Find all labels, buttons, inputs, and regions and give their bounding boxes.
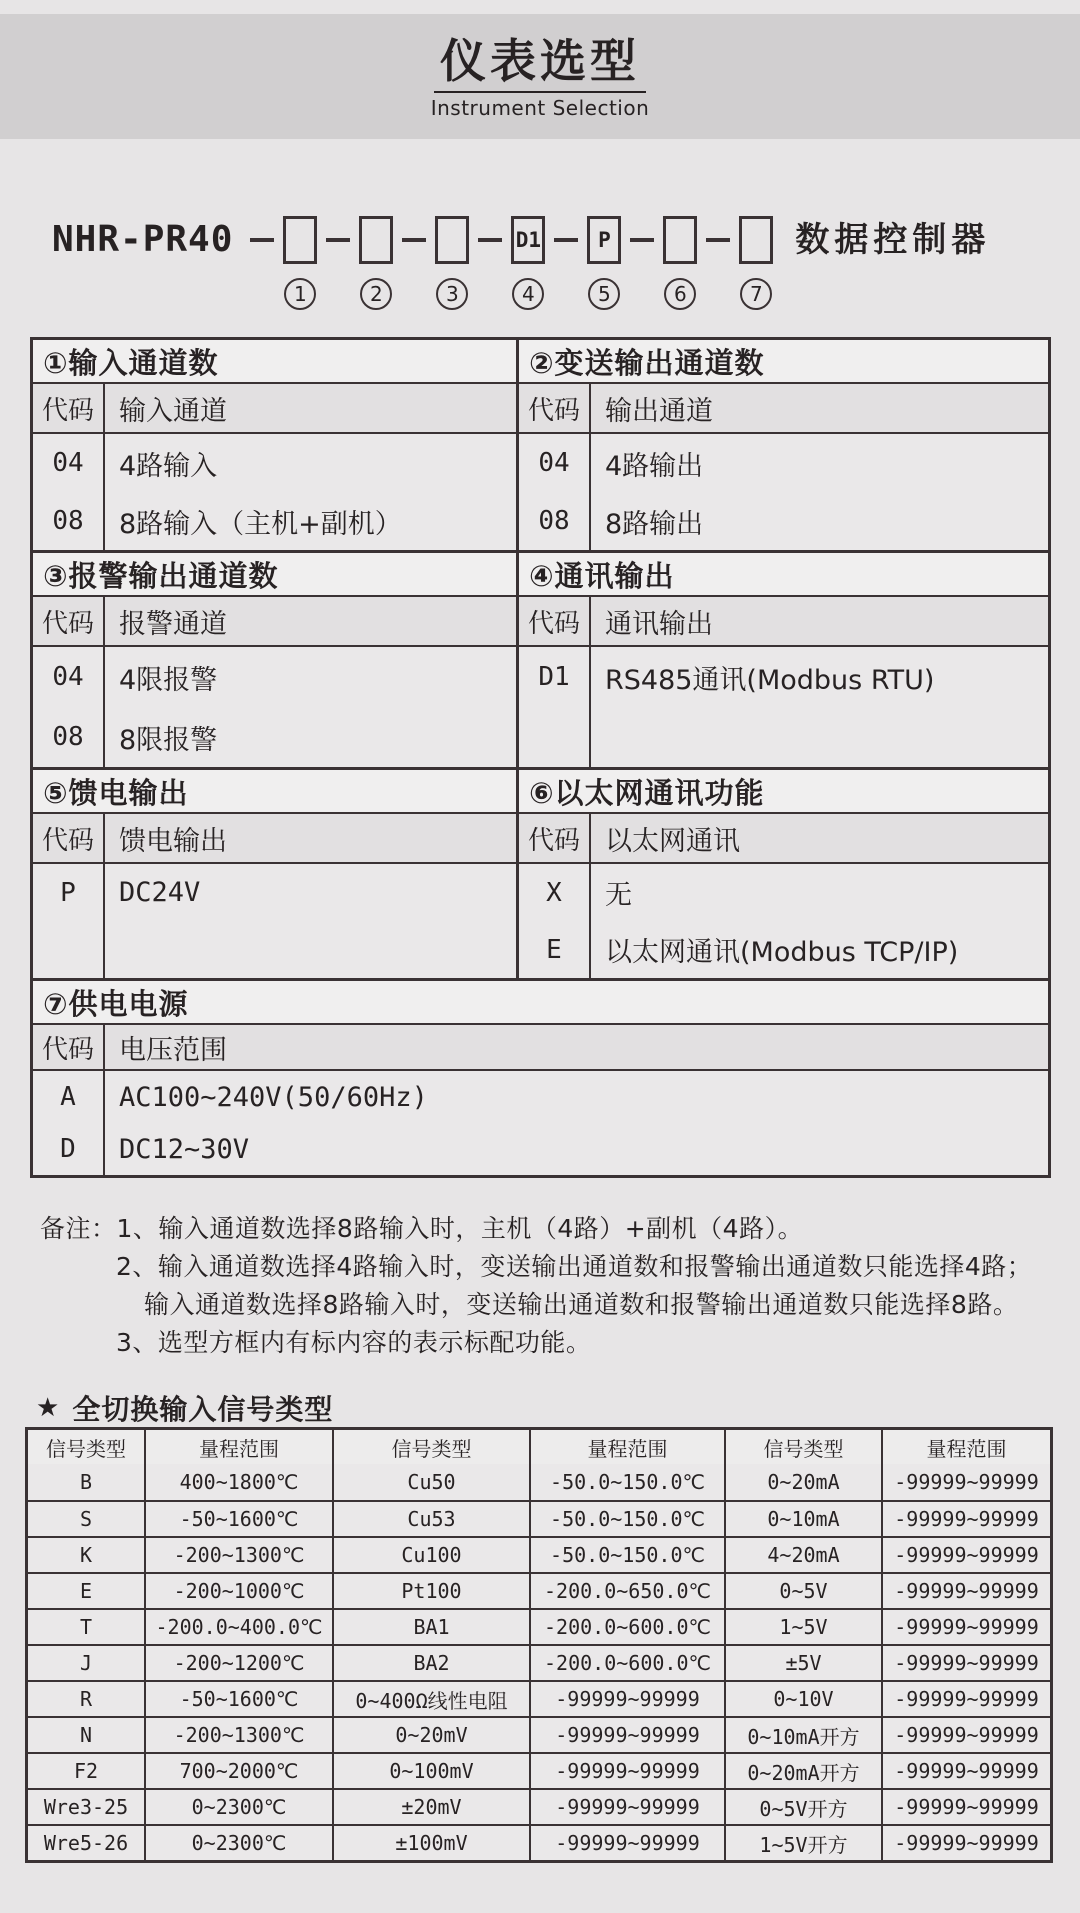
section-column-header bbox=[33, 814, 516, 864]
desc-header: 输入通道 bbox=[119, 395, 227, 427]
code-header: 代码 bbox=[33, 1025, 105, 1069]
model-box-5: P bbox=[587, 216, 621, 264]
signal-cell: Cu50 bbox=[334, 1464, 531, 1500]
desc-cell: 4限报警 bbox=[119, 664, 218, 696]
model-index-2: 2 bbox=[360, 278, 392, 310]
signal-cell: -99999~99999 bbox=[894, 1831, 1039, 1855]
signal-cell: B bbox=[28, 1464, 146, 1500]
signal-row bbox=[28, 1572, 1050, 1608]
code-cell: D1 bbox=[538, 662, 570, 692]
dash-icon bbox=[630, 238, 654, 242]
signal-cell: -50~1600℃ bbox=[146, 1502, 334, 1536]
dash-icon bbox=[250, 238, 274, 242]
section-alarm-output-channels bbox=[33, 553, 519, 767]
code-cell: 04 bbox=[538, 448, 570, 478]
desc-cell: DC24V bbox=[119, 877, 201, 908]
signal-cell: Cu53 bbox=[334, 1502, 531, 1536]
signal-cell: ±5V bbox=[726, 1646, 883, 1680]
signal-header-cell: 量程范围 bbox=[531, 1430, 726, 1464]
note-line: 3、选型方框内有标内容的表示标配功能。 bbox=[116, 1328, 592, 1357]
model-code-line bbox=[52, 216, 990, 310]
section-feed-output bbox=[33, 770, 519, 978]
model-box-1 bbox=[283, 216, 317, 264]
model-box-7 bbox=[739, 216, 773, 264]
section-body bbox=[33, 647, 516, 767]
section-body bbox=[33, 1071, 1048, 1175]
section-body bbox=[519, 864, 1048, 978]
signal-cell: 4~20mA bbox=[726, 1538, 883, 1572]
signal-cell: J bbox=[28, 1646, 146, 1680]
signal-row bbox=[28, 1608, 1050, 1644]
signal-header-cell: 量程范围 bbox=[146, 1430, 334, 1464]
desc-cell: 以太网通讯(Modbus TCP/IP) bbox=[605, 937, 959, 968]
code-cell: A bbox=[60, 1082, 76, 1112]
signal-cell: Pt100 bbox=[334, 1574, 531, 1608]
signal-header-cell: 信号类型 bbox=[334, 1430, 531, 1464]
section-column-header bbox=[33, 597, 516, 647]
model-box-wrap-7 bbox=[739, 216, 773, 310]
section-title: ④通讯输出 bbox=[519, 553, 1048, 597]
signal-cell: -200~1300℃ bbox=[146, 1718, 334, 1752]
signal-cell: -99999~99999 bbox=[894, 1651, 1039, 1675]
desc-cell: AC100~240V(50/60Hz) bbox=[119, 1081, 428, 1113]
code-cell: 08 bbox=[538, 506, 570, 536]
signal-header-row bbox=[28, 1430, 1050, 1464]
signal-header-cell: 量程范围 bbox=[926, 1436, 1007, 1461]
signal-cell: F2 bbox=[28, 1754, 146, 1788]
section-title: ②变送输出通道数 bbox=[519, 340, 1048, 384]
section-column-header bbox=[33, 1025, 1048, 1071]
code-cell: D bbox=[60, 1134, 76, 1164]
signal-cell: BA2 bbox=[334, 1646, 531, 1680]
signal-cell: -50.0~150.0℃ bbox=[531, 1464, 726, 1500]
signal-cell: Wre5-26 bbox=[28, 1826, 146, 1860]
selection-band-1 bbox=[33, 340, 1048, 553]
desc-header: 报警通道 bbox=[119, 608, 227, 640]
dash-icon bbox=[402, 238, 426, 242]
signal-cell: -200.0~400.0℃ bbox=[146, 1610, 334, 1644]
signal-cell: -200~1300℃ bbox=[146, 1538, 334, 1572]
signal-cell: 0~20mV bbox=[334, 1718, 531, 1752]
section-ethernet-function bbox=[519, 770, 1048, 978]
signal-cell: 400~1800℃ bbox=[146, 1464, 334, 1500]
section-power-supply bbox=[33, 981, 1048, 1175]
desc-cell: 8限报警 bbox=[119, 724, 218, 756]
section-body bbox=[33, 864, 516, 978]
signal-cell: ±100mV bbox=[334, 1826, 531, 1860]
code-cell: 08 bbox=[52, 722, 84, 752]
section-column-header bbox=[519, 384, 1048, 434]
signal-cell: -99999~99999 bbox=[531, 1718, 726, 1752]
model-box-6 bbox=[663, 216, 697, 264]
signal-cell: 0~10mA bbox=[726, 1502, 883, 1536]
dash-icon bbox=[478, 238, 502, 242]
signal-cell: 700~2000℃ bbox=[146, 1754, 334, 1788]
desc-header: 通讯输出 bbox=[605, 608, 713, 640]
desc-cell: 无 bbox=[605, 880, 632, 911]
section-title: ⑥以太网通讯功能 bbox=[519, 770, 1048, 814]
signal-cell: -200~1000℃ bbox=[146, 1574, 334, 1608]
section-title: ①输入通道数 bbox=[33, 340, 516, 384]
desc-cell: RS485通讯(Modbus RTU) bbox=[605, 664, 935, 696]
signal-cell: Wre3-25 bbox=[28, 1790, 146, 1824]
code-cell: 04 bbox=[52, 448, 84, 478]
section-title: ③报警输出通道数 bbox=[33, 553, 516, 597]
signal-table-body bbox=[28, 1464, 1050, 1860]
model-box-wrap-1 bbox=[283, 216, 317, 310]
section-title: ⑤馈电输出 bbox=[33, 770, 516, 814]
model-index-7: 7 bbox=[740, 278, 772, 310]
code-cell: X bbox=[546, 877, 562, 908]
signal-section-title-line bbox=[36, 1388, 333, 1428]
model-box-wrap-2 bbox=[359, 216, 393, 310]
signal-cell: K bbox=[28, 1538, 146, 1572]
signal-cell: ±20mV bbox=[334, 1790, 531, 1824]
model-box-wrap-6 bbox=[663, 216, 697, 310]
signal-cell: 0~10V bbox=[726, 1682, 883, 1716]
section-title: ⑦供电电源 bbox=[33, 981, 1048, 1025]
model-index-3: 3 bbox=[436, 278, 468, 310]
selection-band-4 bbox=[33, 981, 1048, 1175]
model-index-4: 4 bbox=[512, 278, 544, 310]
note-line: 2、输入通道数选择4路输入时，变送输出通道数和报警输出通道数只能选择4路； bbox=[116, 1252, 1033, 1281]
signal-cell: -99999~99999 bbox=[531, 1754, 726, 1788]
note-line: 备注：1、输入通道数选择8路输入时，主机（4路）+副机（4路）。 bbox=[40, 1214, 804, 1243]
signal-row bbox=[28, 1464, 1050, 1500]
signal-cell: -99999~99999 bbox=[894, 1723, 1039, 1747]
signal-row bbox=[28, 1680, 1050, 1716]
code-header: 代码 bbox=[33, 384, 105, 432]
signal-cell: 0~2300℃ bbox=[146, 1790, 334, 1824]
signal-cell: -50.0~150.0℃ bbox=[531, 1538, 726, 1572]
signal-cell: 1~5V开方 bbox=[726, 1826, 883, 1860]
signal-cell: -99999~99999 bbox=[894, 1579, 1039, 1603]
signal-cell: 0~5V开方 bbox=[726, 1790, 883, 1824]
model-box-2 bbox=[359, 216, 393, 264]
desc-header: 以太网通讯 bbox=[605, 825, 740, 857]
code-header: 代码 bbox=[519, 597, 591, 645]
model-index-1: 1 bbox=[284, 278, 316, 310]
signal-cell: -99999~99999 bbox=[894, 1543, 1039, 1567]
signal-row bbox=[28, 1536, 1050, 1572]
desc-cell: DC12~30V bbox=[119, 1133, 250, 1165]
signal-cell: 0~20mA开方 bbox=[726, 1754, 883, 1788]
section-body bbox=[519, 647, 1048, 767]
signal-cell: -50~1600℃ bbox=[146, 1682, 334, 1716]
signal-cell: S bbox=[28, 1502, 146, 1536]
signal-cell: -99999~99999 bbox=[894, 1470, 1039, 1494]
model-box-4: D1 bbox=[511, 216, 545, 264]
star-icon: ★ bbox=[36, 1393, 61, 1423]
model-box-3 bbox=[435, 216, 469, 264]
header-band bbox=[0, 14, 1080, 139]
signal-row bbox=[28, 1824, 1050, 1860]
signal-cell: -50.0~150.0℃ bbox=[531, 1502, 726, 1536]
note-line: 输入通道数选择8路输入时，变送输出通道数和报警输出通道数只能选择8路。 bbox=[144, 1290, 1019, 1319]
signal-cell: Cu100 bbox=[334, 1538, 531, 1572]
notes-block bbox=[40, 1210, 1032, 1362]
signal-cell: -99999~99999 bbox=[894, 1687, 1039, 1711]
signal-cell: -99999~99999 bbox=[894, 1795, 1039, 1819]
code-cell: 04 bbox=[52, 662, 84, 692]
signal-section-title: 全切换输入信号类型 bbox=[72, 1393, 334, 1426]
model-suffix: 数据控制器 bbox=[795, 220, 991, 260]
model-index-6: 6 bbox=[664, 278, 696, 310]
signal-cell: 0~5V bbox=[726, 1574, 883, 1608]
signal-row bbox=[28, 1500, 1050, 1536]
signal-cell: -200.0~600.0℃ bbox=[531, 1610, 726, 1644]
code-header: 代码 bbox=[519, 814, 591, 862]
signal-cell: -99999~99999 bbox=[894, 1507, 1039, 1531]
signal-cell: 0~10mA开方 bbox=[726, 1718, 883, 1752]
page-title: 仪表选型 bbox=[434, 36, 646, 93]
signal-cell: -99999~99999 bbox=[531, 1682, 726, 1716]
section-input-channels bbox=[33, 340, 519, 550]
desc-cell: 4路输出 bbox=[605, 450, 704, 482]
signal-row bbox=[28, 1716, 1050, 1752]
desc-header: 馈电输出 bbox=[119, 825, 227, 857]
signal-table bbox=[25, 1427, 1053, 1863]
section-transmit-output-channels bbox=[519, 340, 1048, 550]
signal-cell: 0~100mV bbox=[334, 1754, 531, 1788]
signal-cell: BA1 bbox=[334, 1610, 531, 1644]
signal-cell: -99999~99999 bbox=[894, 1615, 1039, 1639]
signal-header-cell: 信号类型 bbox=[726, 1430, 883, 1464]
section-communication-output bbox=[519, 553, 1048, 767]
code-header: 代码 bbox=[33, 814, 105, 862]
section-body bbox=[519, 434, 1048, 550]
page-subtitle: Instrument Selection bbox=[430, 95, 650, 120]
code-header: 代码 bbox=[33, 597, 105, 645]
model-box-wrap-5 bbox=[587, 216, 621, 310]
desc-cell: 4路输入 bbox=[119, 450, 218, 482]
dash-icon bbox=[554, 238, 578, 242]
signal-cell: -200~1200℃ bbox=[146, 1646, 334, 1680]
signal-cell: N bbox=[28, 1718, 146, 1752]
code-cell: 08 bbox=[52, 506, 84, 536]
section-column-header bbox=[519, 814, 1048, 864]
signal-row bbox=[28, 1788, 1050, 1824]
signal-row bbox=[28, 1752, 1050, 1788]
signal-cell: -99999~99999 bbox=[531, 1826, 726, 1860]
desc-header: 电压范围 bbox=[119, 1034, 227, 1066]
signal-cell: 0~2300℃ bbox=[146, 1826, 334, 1860]
section-column-header bbox=[519, 597, 1048, 647]
signal-cell: E bbox=[28, 1574, 146, 1608]
signal-cell: -99999~99999 bbox=[894, 1759, 1039, 1783]
code-cell: E bbox=[546, 934, 562, 965]
code-cell: P bbox=[60, 877, 76, 908]
signal-cell: -200.0~600.0℃ bbox=[531, 1646, 726, 1680]
dash-icon bbox=[706, 238, 730, 242]
signal-cell: T bbox=[28, 1610, 146, 1644]
selection-table bbox=[30, 337, 1051, 1178]
code-header: 代码 bbox=[519, 384, 591, 432]
section-body bbox=[33, 434, 516, 550]
signal-cell: 0~20mA bbox=[726, 1464, 883, 1500]
signal-cell: 1~5V bbox=[726, 1610, 883, 1644]
desc-header: 输出通道 bbox=[605, 395, 713, 427]
model-box-wrap-3 bbox=[435, 216, 469, 310]
signal-header-cell: 信号类型 bbox=[28, 1430, 146, 1464]
selection-band-3 bbox=[33, 770, 1048, 981]
desc-cell: 8路输入（主机+副机） bbox=[119, 508, 402, 540]
signal-row bbox=[28, 1644, 1050, 1680]
signal-cell: -200.0~650.0℃ bbox=[531, 1574, 726, 1608]
dash-icon bbox=[326, 238, 350, 242]
section-column-header bbox=[33, 384, 516, 434]
signal-cell: R bbox=[28, 1682, 146, 1716]
signal-cell: 0~400Ω线性电阻 bbox=[334, 1682, 531, 1716]
selection-band-2 bbox=[33, 553, 1048, 770]
model-box-wrap-4 bbox=[511, 216, 545, 310]
signal-cell: -99999~99999 bbox=[531, 1790, 726, 1824]
model-prefix: NHR-PR40 bbox=[52, 219, 234, 260]
desc-cell: 8路输出 bbox=[605, 508, 704, 540]
model-index-5: 5 bbox=[588, 278, 620, 310]
